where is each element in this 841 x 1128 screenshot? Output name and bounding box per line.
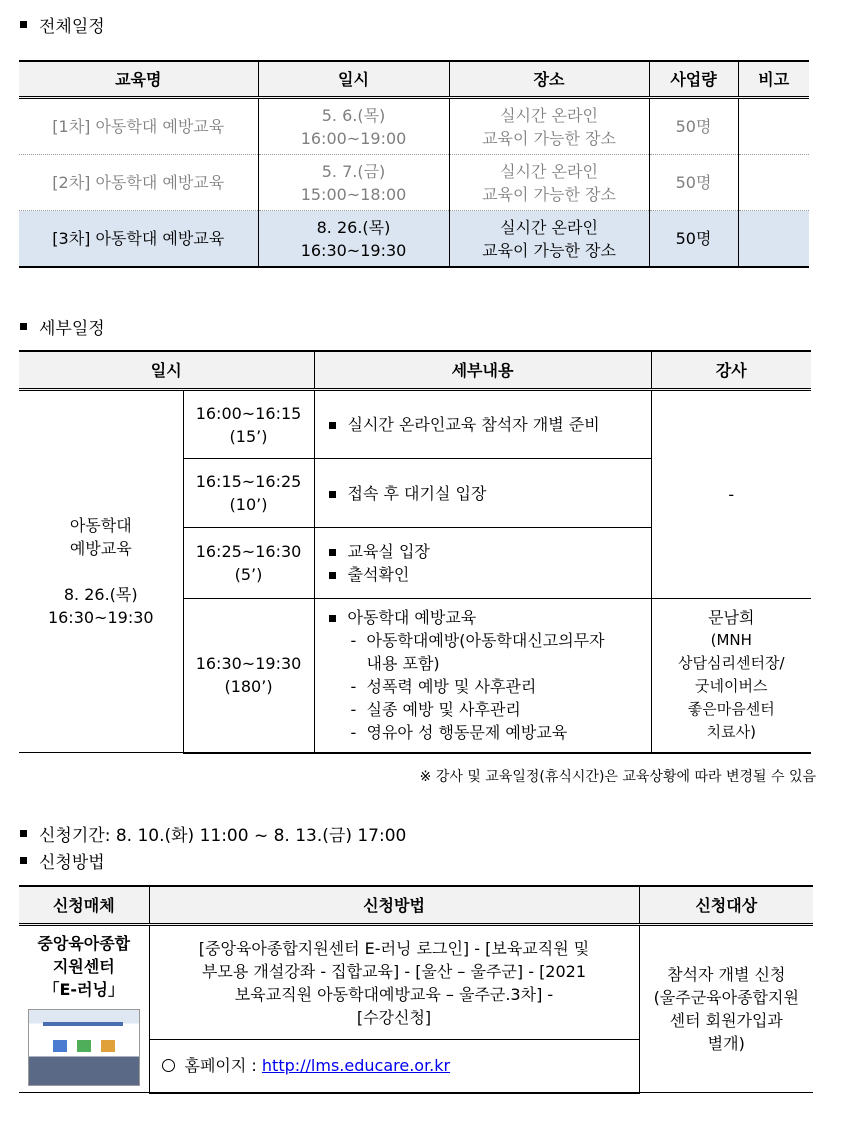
course-note xyxy=(738,211,809,268)
header-cell: 신청매체 xyxy=(19,886,149,925)
course-datetime: 5. 6.(목) 16:00~19:00 xyxy=(258,98,449,155)
course-place: 실시간 온라인 교육이 가능한 장소 xyxy=(449,155,649,211)
course-note xyxy=(738,155,809,211)
method-cell: [중앙육아종합지원센터 E-러닝 로그인] - [보육교직원 및 부모용 개설강좌 - 집합교육] - [울산 – 울주군] - [2021 보육교직원 아동학대예방교육 – 울주군.3차] - [수강신청] xyxy=(149,925,639,1040)
bullet-square-icon xyxy=(20,830,27,837)
homepage-cell: 홈페이지 : http://lms.educare.or.kr xyxy=(149,1040,639,1093)
table-row xyxy=(19,390,811,459)
slot-content: 접속 후 대기실 입장 xyxy=(314,459,651,528)
bullet-square-icon xyxy=(329,549,336,556)
table-row xyxy=(19,155,809,211)
table-row xyxy=(19,925,813,1040)
header-cell: 장소 xyxy=(449,61,649,98)
table-row-current xyxy=(19,211,809,268)
header-cell: 강사 xyxy=(651,351,811,390)
course-amount: 50명 xyxy=(649,98,738,155)
header-cell: 비고 xyxy=(738,61,809,98)
bullet-square-icon xyxy=(329,491,336,498)
course-datetime: 5. 7.(금) 15:00~18:00 xyxy=(258,155,449,211)
footnote: ※ 강사 및 교육일정(휴식시간)은 교육상황에 따라 변경될 수 있음 xyxy=(419,769,816,785)
header-cell: 신청대상 xyxy=(639,886,813,925)
elearning-screenshot-thumbnail xyxy=(28,1009,140,1086)
lecturer-cell: 문남희 (MNH 상담심리센터장/ 굿네이버스 좋은마음센터 치료사) xyxy=(651,599,811,753)
course-place: 실시간 온라인 교육이 가능한 장소 xyxy=(449,98,649,155)
slot-time: 16:25~16:30 (5’) xyxy=(183,528,314,599)
table-header-row xyxy=(19,886,813,925)
bullet-square-icon xyxy=(329,422,336,429)
lecturer-cell: - xyxy=(651,390,811,599)
slot-time: 16:00~16:15 (15’) xyxy=(183,390,314,459)
section-title-method: 신청방법 xyxy=(20,848,105,873)
course-note xyxy=(738,98,809,155)
circle-bullet-icon xyxy=(162,1059,175,1072)
section-title-detail: 세부일정 xyxy=(20,314,105,339)
event-cell: 아동학대 예방교육 8. 26.(목) 16:30~19:30 xyxy=(19,390,183,753)
table-header-row xyxy=(19,61,809,98)
slot-content: 실시간 온라인교육 참석자 개별 준비 xyxy=(314,390,651,459)
course-datetime: 8. 26.(목) 16:30~19:30 xyxy=(258,211,449,268)
header-cell: 일시 xyxy=(19,351,314,390)
header-cell: 교육명 xyxy=(19,61,258,98)
table-header-row xyxy=(19,351,811,390)
target-cell: 참석자 개별 신청 (울주군육아종합지원 센터 회원가입과 별개) xyxy=(639,925,813,1093)
bullet-square-icon xyxy=(20,857,27,864)
slot-time: 16:30~19:30 (180’) xyxy=(183,599,314,753)
bullet-square-icon xyxy=(329,615,336,622)
slot-content: 교육실 입장 출석확인 xyxy=(314,528,651,599)
homepage-link[interactable]: http://lms.educare.or.kr xyxy=(261,1056,451,1076)
media-cell: 중앙육아종합 지원센터 「E-러닝」 xyxy=(19,925,149,1093)
overall-schedule-table xyxy=(19,60,809,268)
course-place: 실시간 온라인 교육이 가능한 장소 xyxy=(449,211,649,268)
course-amount: 50명 xyxy=(649,211,738,268)
application-period: 신청기간: 8. 10.(화) 11:00 ~ 8. 13.(금) 17:00 xyxy=(20,821,406,846)
course-name: [2차] 아동학대 예방교육 xyxy=(19,155,258,211)
course-name: [3차] 아동학대 예방교육 xyxy=(19,211,258,268)
detail-schedule-table xyxy=(19,350,811,754)
section-title-overall: 전체일정 xyxy=(20,12,105,37)
slot-time: 16:15~16:25 (10’) xyxy=(183,459,314,528)
bullet-square-icon xyxy=(20,323,27,330)
header-cell: 일시 xyxy=(258,61,449,98)
header-cell: 세부내용 xyxy=(314,351,651,390)
application-table xyxy=(19,885,813,1094)
bullet-square-icon xyxy=(20,21,27,28)
header-cell: 신청방법 xyxy=(149,886,639,925)
slot-content: 아동학대 예방교육 - 아동학대예방(아동학대신고의무자 내용 포함) - 성폭력 예방 및 사후관리 - 실종 예방 및 사후관리 - 영유아 성 행동문제 예방교육 xyxy=(314,599,651,753)
table-row xyxy=(19,98,809,155)
header-cell: 사업량 xyxy=(649,61,738,98)
bullet-square-icon xyxy=(329,572,336,579)
course-amount: 50명 xyxy=(649,155,738,211)
course-name: [1차] 아동학대 예방교육 xyxy=(19,98,258,155)
